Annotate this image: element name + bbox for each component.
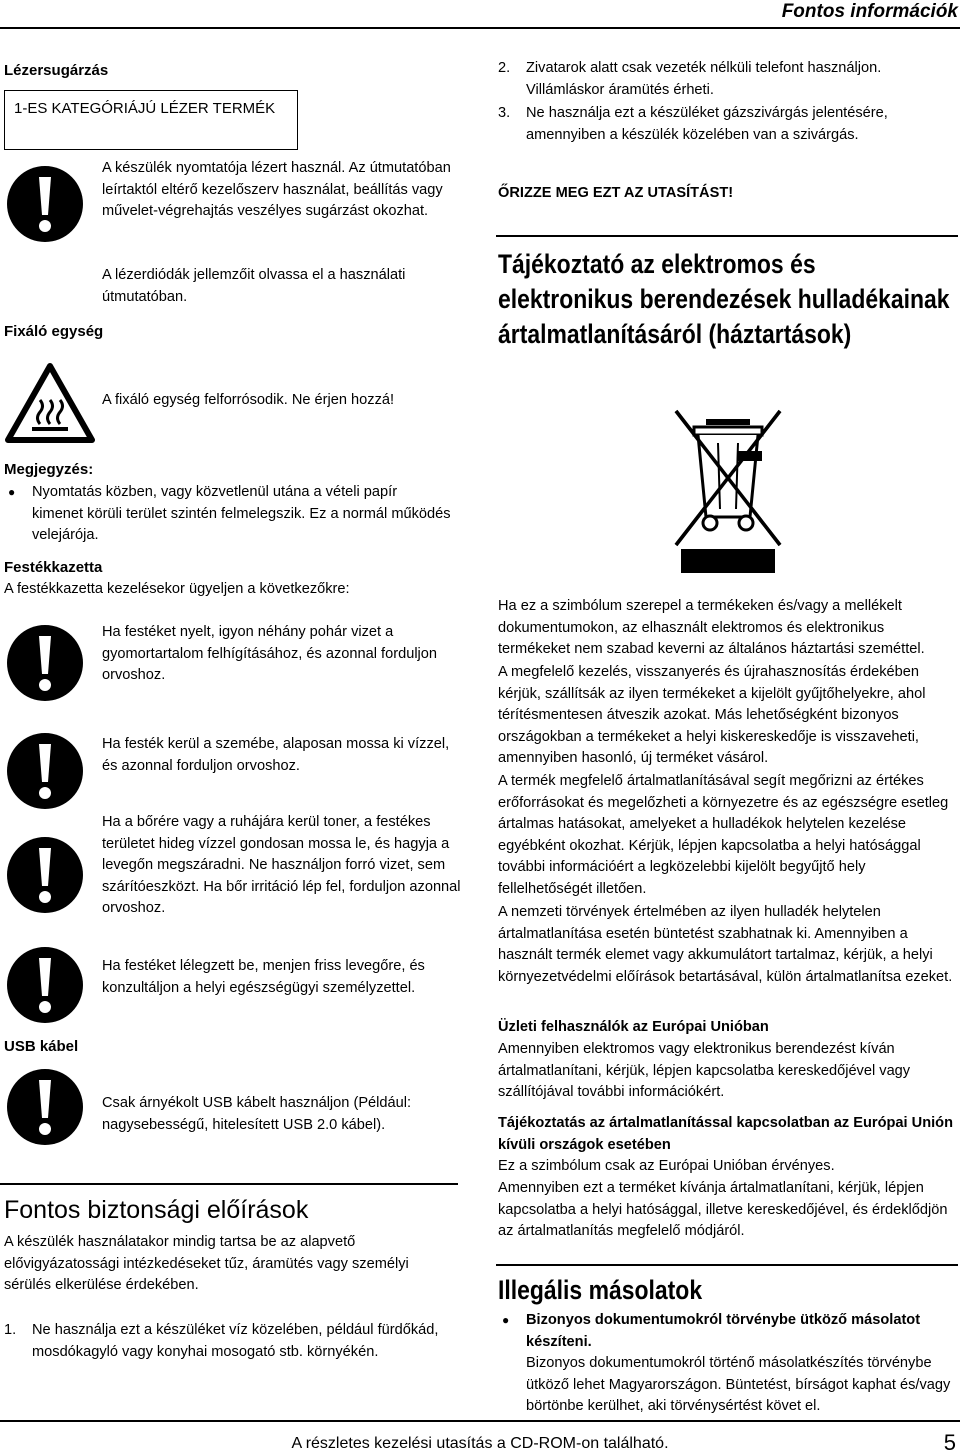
laser-warning-text: A készülék nyomtatója lézert használ. Az útmutatóban leírtaktól eltérő kezelőszerv használat, beállítás vagy művelet-végrehajtás veszélyes sugárzást okozhat. (102, 160, 451, 219)
non-eu-heading: Tájékoztatás az ártalmatlanítással kapcsolatban az Európai Unión kívüli országok esetében (498, 1115, 953, 1153)
weee-paragraph: A megfelelő kezelés, visszanyerés és újrahasznosítás érdekében kérjük, szállítsák az ilyen termékeket a kijelölt gyűjtőhelyekre, ahol térítésmentesen átveszik azokat. Más lehetőségként bizonyos országokban a termékeket a helyi kiskereskedője is visszaveheti, amennyiben hasonló, új terméket vásárol. (498, 664, 926, 766)
weee-paragraph: Ha ez a szimbólum szerepel a termékeken és/vagy a mellékelt dokumentumokon, az elhasznált elektromos és elektronikus termékeket nem szabad keverni az általános háztartási szeméttel. (498, 598, 925, 657)
non-eu-text: Ez a szimbólum csak az Európai Unióban érvényes. (498, 1158, 835, 1174)
page-number: 5 (943, 1430, 956, 1455)
hot-surface-icon (4, 362, 96, 444)
eu-business-heading: Üzleti felhasználók az Európai Unióban (498, 1019, 769, 1035)
section-rule (496, 1264, 958, 1266)
illegal-copies-heading: Illegális másolatok (498, 1275, 703, 1305)
page-header-title: Fontos információk (781, 1, 958, 22)
toner-intro: A festékkazetta kezelésekor ügyeljen a következőkre: (4, 581, 350, 597)
header-rule (0, 27, 960, 29)
laser-diodes-text: A lézerdiódák jellemzőit olvassa el a használati útmutatóban. (102, 267, 406, 305)
note-text: Nyomtatás közben, vagy közvetlenül utána a vételi papír kimenet körüli terület szintén felmelegszik. Ez a normál működés velejárója. (32, 484, 451, 543)
fuser-warning-text: A fixáló egység felforrósodik. Ne érjen hozzá! (102, 392, 395, 408)
toner-item-inhaled: Ha festéket lélegzett be, menjen friss levegőre, és konzultáljon a helyi egészségügyi személyzettel. (102, 958, 425, 996)
safety-item-text: Ne használja ezt a készüléket víz közelében, például fürdőkád, mosdókagyló vagy konyhai mosogató stb. környékén. (32, 1322, 439, 1360)
section-rule (496, 235, 958, 237)
bullet-icon: ● (502, 1313, 510, 1327)
toner-item-skin: Ha a bőrére vagy a ruhájára kerül toner, a festékes területet hideg vízzel gondosan mossa le, és hagyja a levegőn megszáradni. Ne használjon forró vizet, sem szárítóeszközt. Ha bőr irritáció lép fel, forduljon azonnal orvoshoz. (102, 814, 461, 916)
usb-heading: USB kábel (4, 1038, 79, 1055)
illegal-copies-text: Bizonyos dokumentumokról történő másolatkészítés törvénybe ütköző lehet Magyarországon. Büntetést, bírságot kaphat és/vagy börtönbe kerülhet, aki törvénysértést követ el. (526, 1355, 951, 1414)
safety-item-number: 3. (498, 105, 511, 121)
toner-item-swallowed: Ha festéket nyelt, igyon néhány pohár vizet a gyomortartalom felhígításához, és azonnal forduljon orvoshoz. (102, 624, 438, 683)
illegal-copies-bullet: Bizonyos dokumentumokról törvénybe ütköző másolatot készíteni. (526, 1312, 921, 1350)
warning-exclamation-icon (6, 836, 84, 914)
safety-item-number: 2. (498, 60, 511, 76)
toner-heading: Festékkazetta (4, 559, 103, 576)
note-bullet-icon: ● (8, 485, 16, 499)
toner-item-eyes: Ha festék kerül a szemébe, alaposan mossa ki vízzel, és azonnal forduljon orvoshoz. (102, 736, 450, 774)
weee-paragraph: A nemzeti törvények értelmében az ilyen hulladék helytelen ártalmatlanítása esetén büntetést szabhatnak ki. Amennyiben a használt termék elemet vagy akkumulátort tartalmaz, kérjük, a helyi környezetvédelmi előírások betartásával, külön ártalmatlanítsa ezeket. (498, 904, 953, 985)
eu-business-text: Amennyiben elektromos vagy elektronikus berendezést kíván ártalmatlanítani, kérjük, lépjen kapcsolatba kereskedőjével vagy szállítójával további információkért. (498, 1041, 911, 1100)
fuser-heading: Fixáló egység (4, 323, 104, 340)
weee-heading: Tájékoztató az elektromos és elektronikus berendezések hulladékainak ártalmatlanításáról (háztartások) (498, 249, 950, 349)
safety-item-number: 1. (4, 1322, 17, 1338)
safety-item-text: Ne használja ezt a készüléket gázszivárgás jelentésére, amennyiben a készülék közelében van a szivárgás. (526, 105, 888, 143)
weee-paragraph: A termék megfelelő ártalmatlanításával segít megőrizni az értékes erőforrásokat és megelőzheti a környezetre és az egészségre esetleg ártalmas hatásokat, amelyeket a hulladékok helytelen kezelése egyébként okozhat. Kérjük, lépjen kapcsolatba a helyi hatósággal további információért a legközelebbi kijelölt begyűjtő hely fellelhetőségét illetően. (498, 773, 949, 897)
safety-heading: Fontos biztonsági előírások (4, 1196, 309, 1224)
warning-exclamation-icon (6, 1068, 84, 1146)
footer-rule (0, 1420, 960, 1422)
section-rule (0, 1183, 458, 1185)
crossed-out-bin-icon (668, 405, 788, 577)
note-heading: Megjegyzés: (4, 461, 94, 478)
usb-text: Csak árnyékolt USB kábelt használjon (Például: nagysebességű, hitelesített USB 2.0 kábel). (102, 1095, 412, 1133)
safety-intro: A készülék használatakor mindig tartsa be az alapvető elővigyázatossági intézkedéseket tűz, áramütés vagy személyi sérülés elkerülése érdekében. (4, 1234, 409, 1293)
warning-exclamation-icon (6, 165, 84, 243)
laser-heading: Lézersugárzás (4, 62, 109, 79)
non-eu-text: Amennyiben ezt a terméket kívánja ártalmatlanítani, kérjük, lépjen kapcsolatba a helyi hatósággal, illetve kereskedőjével, és érdeklődjön az ártalmatlanítás megfelelő módjáról. (498, 1180, 948, 1239)
safety-item-text: Zivatarok alatt csak vezeték nélküli telefont használjon. Villámláskor áramütés érheti. (526, 60, 882, 98)
laser-class-box: 1-ES KATEGÓRIÁJÚ LÉZER TERMÉK (4, 90, 298, 150)
warning-exclamation-icon (6, 732, 84, 810)
footer-text: A részletes kezelési utasítás a CD-ROM-on található. (291, 1435, 669, 1452)
warning-exclamation-icon (6, 624, 84, 702)
warning-exclamation-icon (6, 946, 84, 1024)
keep-instructions: ŐRIZZE MEG EZT AZ UTASÍTÁST! (498, 185, 734, 201)
